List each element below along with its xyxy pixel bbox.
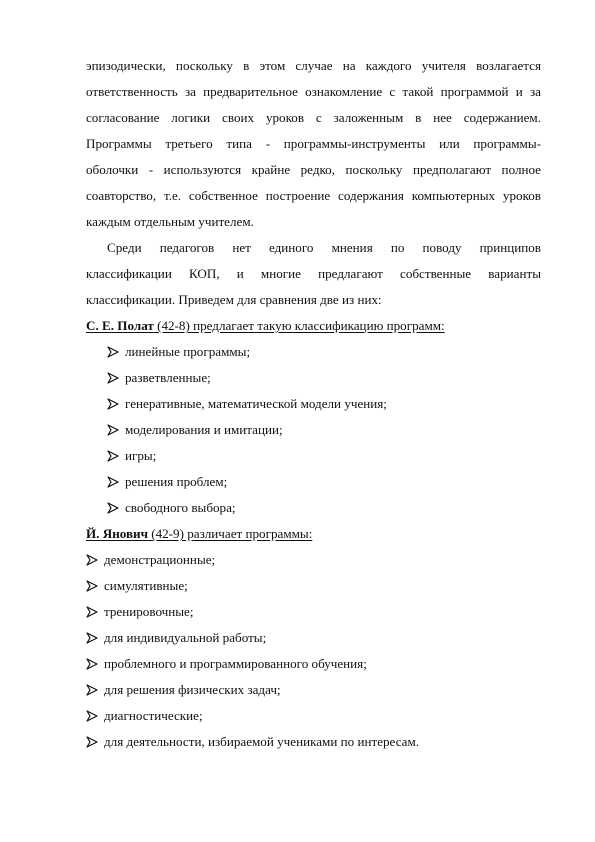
paragraph-line: классификации КОП, и многие предлагают собственные варианты — [86, 266, 541, 281]
paragraph-line: оболочки - используются крайне редко, поскольку предполагают полное — [86, 162, 541, 177]
list-item — [86, 734, 419, 750]
arrow-bullet-icon — [107, 424, 119, 436]
list-item-text: тренировочные; — [104, 604, 194, 619]
arrow-bullet-icon — [86, 580, 98, 592]
list-item-text: игры; — [125, 448, 157, 463]
arrow-bullet-icon — [107, 372, 119, 384]
arrow-bullet-icon — [107, 476, 119, 488]
arrow-bullet-icon — [107, 450, 119, 462]
arrow-bullet-icon — [107, 398, 119, 410]
list-item-text: демонстрационные; — [104, 552, 216, 567]
list-item — [86, 604, 194, 620]
heading-text: (42-8) предлагает такую классификацию программ: — [153, 318, 445, 333]
list-item — [86, 578, 188, 594]
list-item — [86, 682, 281, 698]
arrow-bullet-icon — [86, 632, 98, 644]
paragraph-line: Программы третьего типа - программы-инструменты или программы- — [86, 136, 541, 151]
arrow-bullet-icon — [86, 658, 98, 670]
list-item-text: генеративные, математической модели учения; — [125, 396, 387, 411]
arrow-bullet-icon — [107, 502, 119, 514]
paragraph-line: ответственность за предварительное ознакомление с такой программой и за — [86, 84, 541, 99]
arrow-bullet-icon — [107, 346, 119, 358]
paragraph-line: классификации. Приведем для сравнения две из них: — [86, 292, 382, 307]
list-item — [86, 552, 215, 568]
arrow-bullet-icon — [86, 606, 98, 618]
arrow-bullet-icon — [86, 684, 98, 696]
list-item — [107, 396, 387, 412]
section-heading — [86, 526, 312, 542]
list-item-text: решения проблем; — [125, 474, 228, 489]
list-item — [86, 656, 367, 672]
section-heading — [86, 318, 445, 334]
heading-author: Й. Янович — [86, 526, 148, 541]
paragraph-line: соавторство, т.е. собственное построение содержания компьютерных уроков — [86, 188, 541, 203]
list-item-text: линейные программы; — [125, 344, 251, 359]
paragraph-line: эпизодически, поскольку в этом случае на каждого учителя возлагается — [86, 58, 541, 73]
list-item — [107, 422, 283, 438]
list-item — [107, 370, 211, 386]
list-item — [86, 708, 203, 724]
list-item-text: моделирования и имитации; — [125, 422, 283, 437]
paragraph-line: Среди педагогов нет единого мнения по поводу принципов — [107, 240, 541, 255]
list-item — [86, 630, 266, 646]
list-item-text: разветвленные; — [125, 370, 211, 385]
heading-text: (42-9) различает программы: — [147, 526, 313, 541]
list-item — [107, 500, 236, 516]
heading-author: С. Е. Полат — [86, 318, 154, 333]
arrow-bullet-icon — [86, 554, 98, 566]
arrow-bullet-icon — [86, 736, 98, 748]
list-item — [107, 448, 156, 464]
list-item-text: для деятельности, избираемой учениками по интересам. — [104, 734, 420, 749]
list-item-text: проблемного и программированного обучения; — [104, 656, 367, 671]
list-item-text: диагностические; — [104, 708, 203, 723]
list-item-text: свободного выбора; — [125, 500, 236, 515]
list-item-text: для индивидуальной работы; — [104, 630, 267, 645]
list-item — [107, 474, 227, 490]
list-item — [107, 344, 250, 360]
paragraph-line: каждым отдельным учителем. — [86, 214, 254, 229]
paragraph-line: согласование логики своих уроков с заложенным в нее содержанием. — [86, 110, 541, 125]
arrow-bullet-icon — [86, 710, 98, 722]
list-item-text: симулятивные; — [104, 578, 188, 593]
list-item-text: для решения физических задач; — [104, 682, 281, 697]
